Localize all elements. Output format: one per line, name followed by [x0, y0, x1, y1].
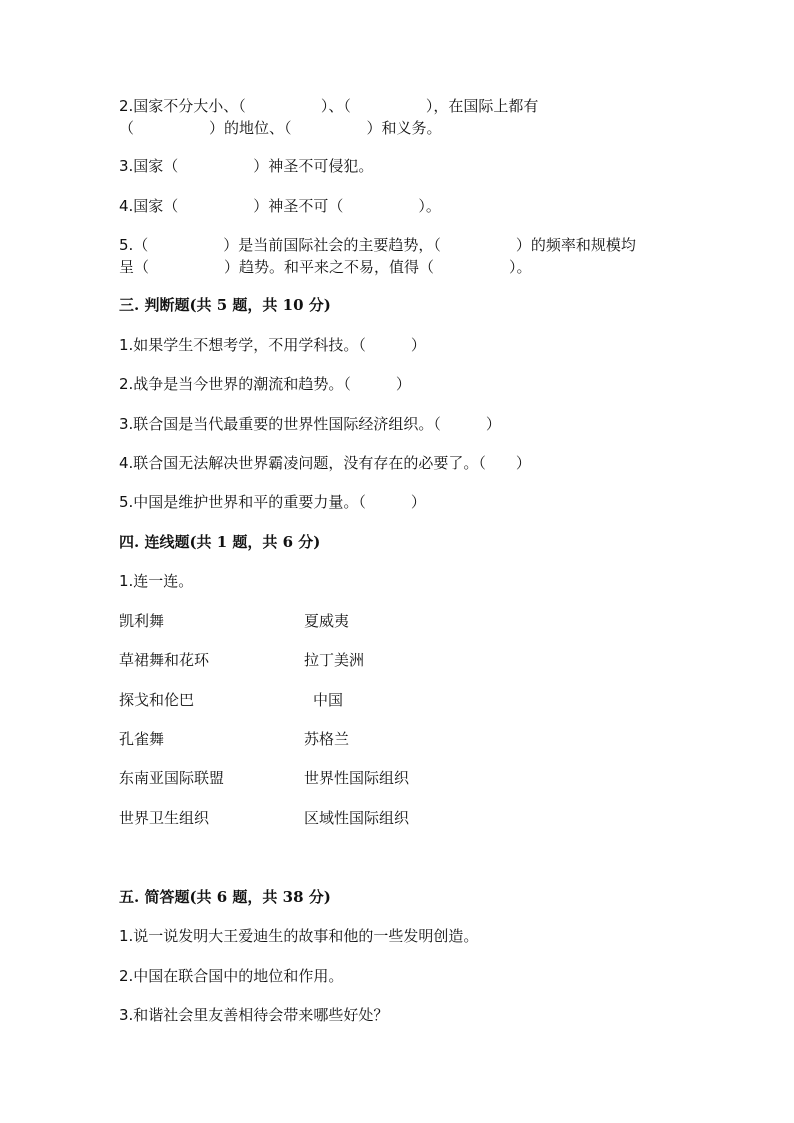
- match-right-6: 区域性国际组织: [304, 809, 410, 827]
- question-5-line-1: 5.（ ）是当前国际社会的主要趋势，（ ）的频率和规模均: [119, 236, 636, 254]
- match-left-6: 世界卫生组织: [119, 809, 210, 827]
- judge-item-2: 2.战争是当今世界的潮流和趋势。（ ）: [119, 375, 411, 393]
- question-3: 3.国家（ ）神圣不可侵犯。: [119, 157, 374, 175]
- matching-question: 1.连一连。: [119, 572, 194, 590]
- question-4: 4.国家（ ）神圣不可（ ）。: [119, 197, 441, 215]
- short-answer-1: 1.说一说发明大王爱迪生的故事和他的一些发明创造。: [119, 927, 479, 945]
- match-left-5: 东南亚国际联盟: [119, 769, 225, 787]
- match-right-5: 世界性国际组织: [304, 769, 410, 787]
- judge-item-4: 4.联合国无法解决世界霸凌问题，没有存在的必要了。（ ）: [119, 454, 531, 472]
- judge-item-1: 1.如果学生不想考学，不用学科技。（ ）: [119, 336, 426, 354]
- judge-item-5: 5.中国是维护世界和平的重要力量。（ ）: [119, 493, 426, 511]
- short-answer-3: 3.和谐社会里友善相待会带来哪些好处？: [119, 1006, 389, 1024]
- match-right-4: 苏格兰: [304, 730, 350, 748]
- match-right-3: 中国: [313, 691, 344, 709]
- question-5-line-2: 呈（ ）趋势。和平来之不易，值得（ ）。: [119, 258, 532, 276]
- judge-item-3: 3.联合国是当代最重要的世界性国际经济组织。（ ）: [119, 415, 501, 433]
- match-right-1: 夏威夷: [304, 612, 350, 630]
- short-answer-2: 2.中国在联合国中的地位和作用。: [119, 967, 344, 985]
- match-left-1: 凯利舞: [119, 612, 165, 630]
- match-left-4: 孔雀舞: [119, 730, 165, 748]
- question-2-line-2: （ ）的地位、（ ）和义务。: [119, 119, 442, 137]
- section-5-heading: 五. 简答题(共 6 题，共 38 分): [119, 888, 331, 906]
- match-right-2: 拉丁美洲: [304, 651, 365, 669]
- section-3-heading: 三. 判断题(共 5 题，共 10 分): [119, 296, 331, 314]
- match-left-2: 草裙舞和花环: [119, 651, 210, 669]
- section-4-heading: 四. 连线题(共 1 题，共 6 分): [119, 533, 321, 551]
- match-left-3: 探戈和伦巴: [119, 691, 195, 709]
- question-2-line-1: 2.国家不分大小、（ ）、（ ），在国际上都有: [119, 97, 539, 115]
